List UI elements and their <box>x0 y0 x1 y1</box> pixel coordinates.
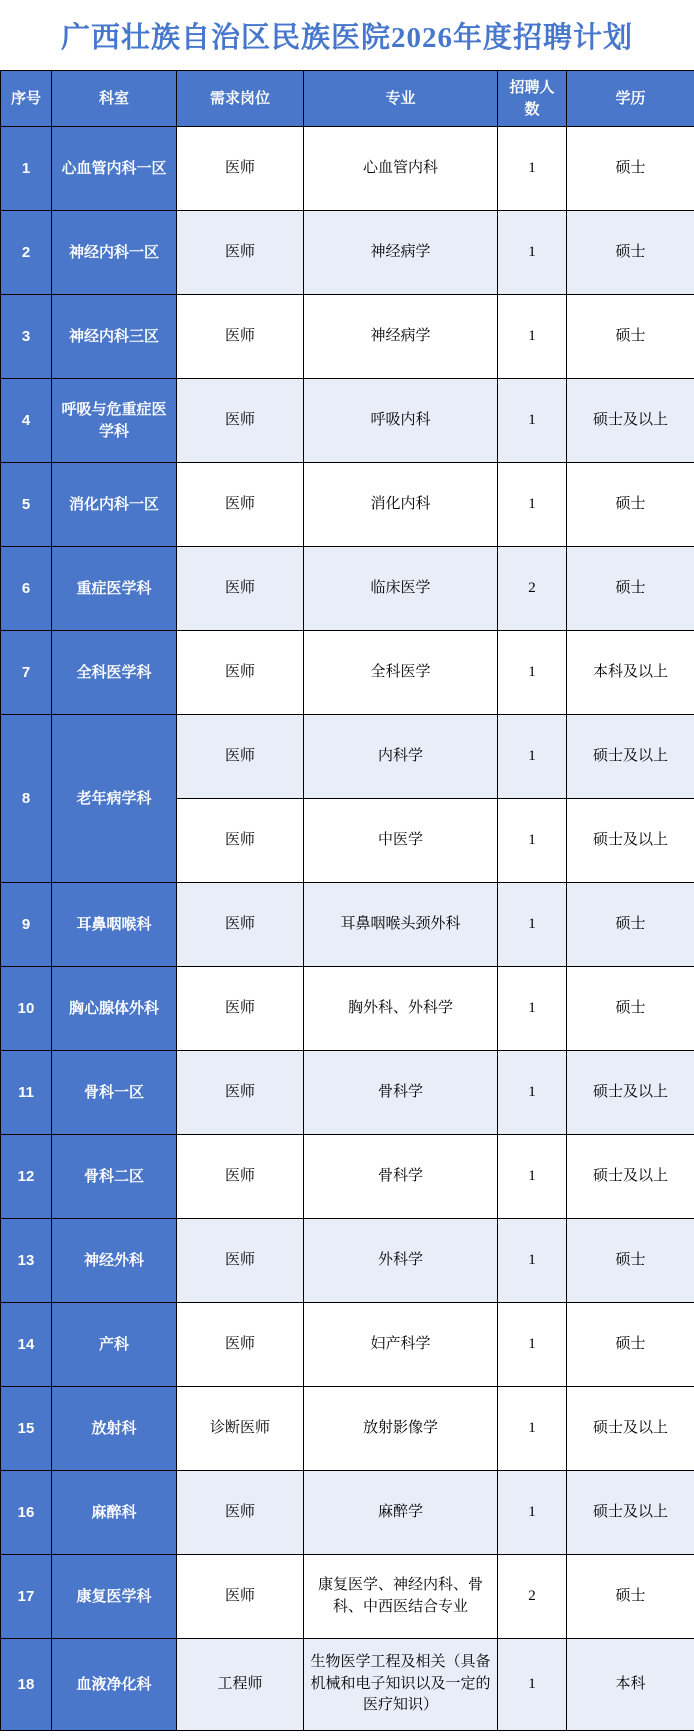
count-cell: 1 <box>498 967 567 1051</box>
dept-cell: 麻醉科 <box>52 1471 177 1555</box>
count-cell: 1 <box>498 715 567 799</box>
major-cell: 中医学 <box>304 799 498 883</box>
table-row <box>1 211 694 295</box>
major-cell: 胸外科、外科学 <box>304 967 498 1051</box>
table-row <box>1 1303 694 1387</box>
major-cell: 骨科学 <box>304 1135 498 1219</box>
dept-cell: 放射科 <box>52 1387 177 1471</box>
table-row <box>1 127 694 211</box>
row-number-cell: 8 <box>1 715 52 883</box>
dept-cell: 骨科一区 <box>52 1051 177 1135</box>
count-cell: 1 <box>498 1219 567 1303</box>
major-cell: 消化内科 <box>304 463 498 547</box>
row-number-cell: 15 <box>1 1387 52 1471</box>
dept-cell: 血液净化科 <box>52 1639 177 1731</box>
dept-cell: 产科 <box>52 1303 177 1387</box>
header-major: 专业 <box>304 71 498 127</box>
row-number-cell: 14 <box>1 1303 52 1387</box>
degree-cell: 硕士 <box>567 463 694 547</box>
table-row <box>1 631 694 715</box>
position-cell: 医师 <box>177 631 304 715</box>
position-cell: 医师 <box>177 211 304 295</box>
position-cell: 诊断医师 <box>177 1387 304 1471</box>
table-row <box>1 547 694 631</box>
dept-cell: 骨科二区 <box>52 1135 177 1219</box>
position-cell: 医师 <box>177 1219 304 1303</box>
dept-cell: 胸心腺体外科 <box>52 967 177 1051</box>
row-number-cell: 11 <box>1 1051 52 1135</box>
degree-cell: 硕士 <box>567 1555 694 1639</box>
table-row <box>1 1471 694 1555</box>
count-cell: 1 <box>498 883 567 967</box>
position-cell: 医师 <box>177 967 304 1051</box>
dept-cell: 耳鼻咽喉科 <box>52 883 177 967</box>
row-number-cell: 3 <box>1 295 52 379</box>
count-cell: 1 <box>498 1303 567 1387</box>
major-cell: 全科医学 <box>304 631 498 715</box>
row-number-cell: 12 <box>1 1135 52 1219</box>
count-cell: 1 <box>498 379 567 463</box>
count-cell: 1 <box>498 1387 567 1471</box>
count-cell: 1 <box>498 1051 567 1135</box>
count-cell: 1 <box>498 211 567 295</box>
row-number-cell: 17 <box>1 1555 52 1639</box>
count-cell: 1 <box>498 463 567 547</box>
dept-cell: 呼吸与危重症医学科 <box>52 379 177 463</box>
major-cell: 呼吸内科 <box>304 379 498 463</box>
degree-cell: 硕士 <box>567 295 694 379</box>
degree-cell: 本科及以上 <box>567 631 694 715</box>
recruitment-table <box>0 70 694 1731</box>
degree-cell: 硕士 <box>567 883 694 967</box>
row-number-cell: 7 <box>1 631 52 715</box>
position-cell: 医师 <box>177 127 304 211</box>
degree-cell: 硕士及以上 <box>567 1387 694 1471</box>
row-number-cell: 4 <box>1 379 52 463</box>
major-cell: 临床医学 <box>304 547 498 631</box>
degree-cell: 硕士 <box>567 1303 694 1387</box>
dept-cell: 重症医学科 <box>52 547 177 631</box>
dept-cell: 消化内科一区 <box>52 463 177 547</box>
dept-cell: 神经外科 <box>52 1219 177 1303</box>
major-cell: 神经病学 <box>304 295 498 379</box>
table-row <box>1 1387 694 1471</box>
dept-cell: 神经内科三区 <box>52 295 177 379</box>
degree-cell: 硕士 <box>567 211 694 295</box>
position-cell: 医师 <box>177 1051 304 1135</box>
major-cell: 神经病学 <box>304 211 498 295</box>
degree-cell: 硕士及以上 <box>567 799 694 883</box>
position-cell: 医师 <box>177 883 304 967</box>
count-cell: 1 <box>498 1639 567 1731</box>
header-dept: 科室 <box>52 71 177 127</box>
degree-cell: 硕士 <box>567 127 694 211</box>
count-cell: 1 <box>498 631 567 715</box>
position-cell: 医师 <box>177 1471 304 1555</box>
page-title: 广西壮族自治区民族医院2026年度招聘计划 <box>60 21 633 54</box>
row-number-cell: 2 <box>1 211 52 295</box>
position-cell: 医师 <box>177 1555 304 1639</box>
table-row <box>1 463 694 547</box>
count-cell: 1 <box>498 1471 567 1555</box>
row-number-cell: 13 <box>1 1219 52 1303</box>
degree-cell: 硕士及以上 <box>567 1135 694 1219</box>
count-cell: 2 <box>498 1555 567 1639</box>
table-row <box>1 1219 694 1303</box>
table-row <box>1 1555 694 1639</box>
major-cell: 麻醉学 <box>304 1471 498 1555</box>
table-row <box>1 379 694 463</box>
position-cell: 医师 <box>177 379 304 463</box>
major-cell: 心血管内科 <box>304 127 498 211</box>
count-cell: 1 <box>498 295 567 379</box>
degree-cell: 硕士 <box>567 1219 694 1303</box>
count-cell: 1 <box>498 1135 567 1219</box>
dept-cell: 康复医学科 <box>52 1555 177 1639</box>
degree-cell: 本科 <box>567 1639 694 1731</box>
degree-cell: 硕士 <box>567 547 694 631</box>
table-row <box>1 967 694 1051</box>
degree-cell: 硕士及以上 <box>567 715 694 799</box>
position-cell: 医师 <box>177 715 304 799</box>
major-cell: 外科学 <box>304 1219 498 1303</box>
dept-cell: 神经内科一区 <box>52 211 177 295</box>
position-cell: 医师 <box>177 547 304 631</box>
table-row <box>1 883 694 967</box>
row-number-cell: 18 <box>1 1639 52 1731</box>
degree-cell: 硕士及以上 <box>567 379 694 463</box>
major-cell: 康复医学、神经内科、骨科、中西医结合专业 <box>304 1555 498 1639</box>
dept-cell: 全科医学科 <box>52 631 177 715</box>
position-cell: 医师 <box>177 1303 304 1387</box>
header-count: 招聘人数 <box>498 71 567 127</box>
degree-cell: 硕士及以上 <box>567 1471 694 1555</box>
row-number-cell: 10 <box>1 967 52 1051</box>
major-cell: 生物医学工程及相关（具备机械和电子知识以及一定的医疗知识） <box>304 1639 498 1731</box>
degree-cell: 硕士 <box>567 967 694 1051</box>
position-cell: 医师 <box>177 799 304 883</box>
header-degree: 学历 <box>567 71 694 127</box>
header-position: 需求岗位 <box>177 71 304 127</box>
count-cell: 1 <box>498 127 567 211</box>
table-row <box>1 1135 694 1219</box>
table-header-row <box>1 71 694 127</box>
count-cell: 2 <box>498 547 567 631</box>
table-row <box>1 715 694 799</box>
row-number-cell: 5 <box>1 463 52 547</box>
row-number-cell: 6 <box>1 547 52 631</box>
dept-cell: 老年病学科 <box>52 715 177 883</box>
major-cell: 耳鼻咽喉头颈外科 <box>304 883 498 967</box>
position-cell: 医师 <box>177 295 304 379</box>
count-cell: 1 <box>498 799 567 883</box>
major-cell: 骨科学 <box>304 1051 498 1135</box>
major-cell: 妇产科学 <box>304 1303 498 1387</box>
table-row <box>1 1051 694 1135</box>
major-cell: 内科学 <box>304 715 498 799</box>
major-cell: 放射影像学 <box>304 1387 498 1471</box>
degree-cell: 硕士及以上 <box>567 1051 694 1135</box>
position-cell: 工程师 <box>177 1639 304 1731</box>
row-number-cell: 1 <box>1 127 52 211</box>
header-no: 序号 <box>1 71 52 127</box>
table-row <box>1 295 694 379</box>
dept-cell: 心血管内科一区 <box>52 127 177 211</box>
row-number-cell: 16 <box>1 1471 52 1555</box>
table-row <box>1 1639 694 1731</box>
position-cell: 医师 <box>177 463 304 547</box>
row-number-cell: 9 <box>1 883 52 967</box>
position-cell: 医师 <box>177 1135 304 1219</box>
